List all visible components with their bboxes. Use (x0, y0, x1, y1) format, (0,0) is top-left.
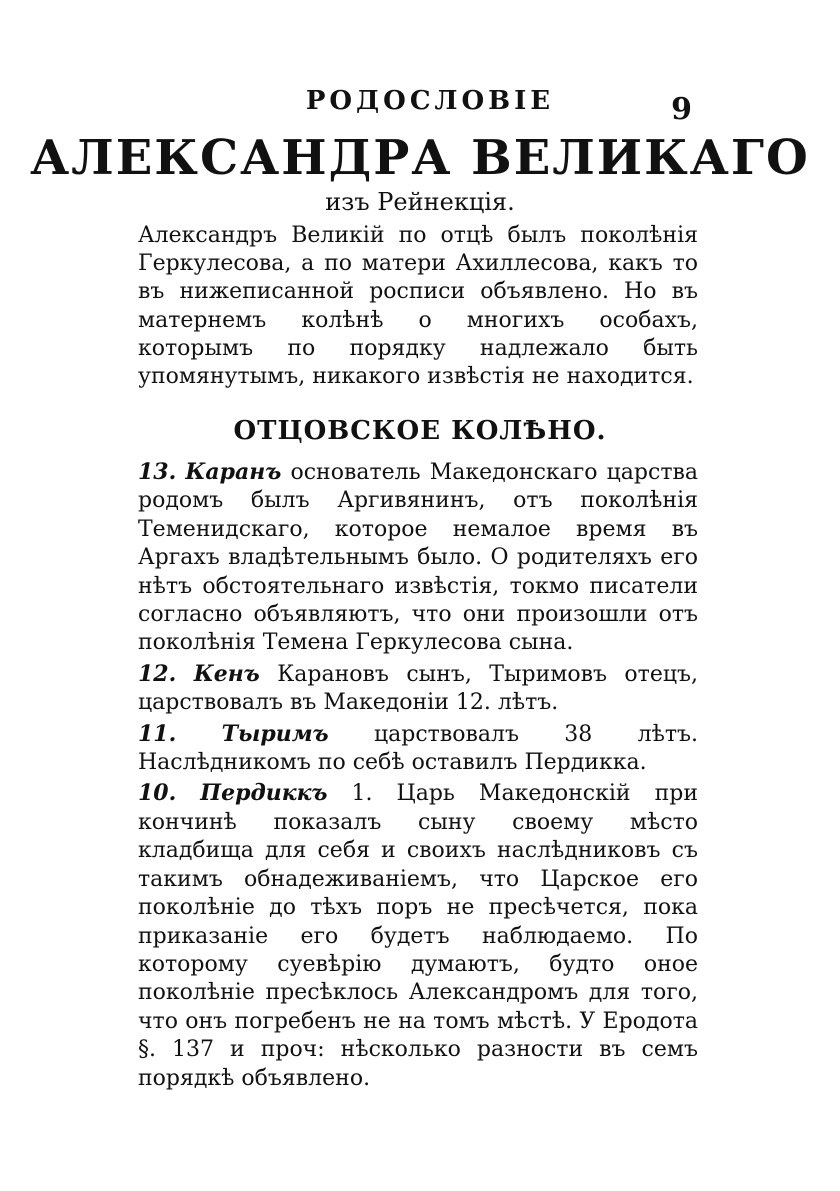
source-line: изъ Рейнекція. (325, 188, 515, 216)
genealogy-entry (138, 779, 698, 1092)
entry-number: 11. (138, 720, 177, 747)
entry-text: 1. Царь Македонскій при кончинѣ показалъ сыну своему мѣсто кладбища для себя и своихъ наслѣдниковъ съ такимъ обнадеживаніемъ, что Царское его поколѣніе до тѣхъ поръ не пресѣчется, пока приказаніе его будетъ наблюдаемо. По которому суевѣрію думаютъ, будто оное поколѣніе пресѣклось Александромъ для того, что онъ погребенъ не на томъ мѣстѣ. У Еродота §. 137 и проч: нѣсколько разности въ семъ порядкѣ объявлено. (138, 781, 698, 1091)
genealogy-entries (138, 458, 698, 1095)
entry-number: 13. (138, 459, 177, 485)
entry-number: 10. (138, 780, 177, 807)
entry-text: Карановъ сынъ, Тыримовъ отецъ, царствовалъ въ Македоніи 12. лѣтъ. (138, 661, 699, 716)
section-heading: ОТЦОВСКОЕ КОЛѢНО. (233, 416, 607, 446)
entry-name: Тыримъ (221, 720, 329, 747)
entry-text: основатель Македонскаго царства родомъ былъ Аргивянинъ, отъ поколѣнія Теменидскаго, которое немалое время въ Аргахъ владѣтельнымъ было. О родителяхъ его нѣтъ обстоятельнаго извѣстія, токмо писатели согласно объявляютъ, что они произошли отъ поколѣнія Темена Геркулесова сына. (138, 460, 698, 656)
genealogy-entry (138, 720, 698, 778)
intro-paragraph (138, 222, 698, 391)
genealogy-entry (138, 458, 698, 658)
genealogy-entry (138, 660, 698, 718)
page-title: АЛЕКСАНДРА ВЕЛИКАГО (30, 130, 810, 186)
entry-number: 12. (138, 660, 177, 687)
entry-text: царствовалъ 38 лѣтъ. Наслѣдникомъ по себѣ оставилъ Пердикка. (138, 721, 699, 776)
entry-name: Каранъ (185, 459, 282, 485)
running-title: РОДОСЛОВІЕ (305, 86, 555, 116)
entry-name: Кенъ (193, 660, 260, 687)
page-header (0, 86, 840, 116)
entry-name: Пердиккъ (200, 780, 328, 807)
page-number: 9 (671, 92, 692, 127)
intro-text: Александръ Великій по отцѣ былъ поколѣнія Геркулесова, а по матери Ахиллесова, какъ то въ нижеписанной росписи объявлено. Но въ матернемъ колѣнѣ о многихъ особахъ, которымъ по порядку надлежало быть упомянутымъ, никакого извѣстія не находится. (138, 223, 698, 390)
